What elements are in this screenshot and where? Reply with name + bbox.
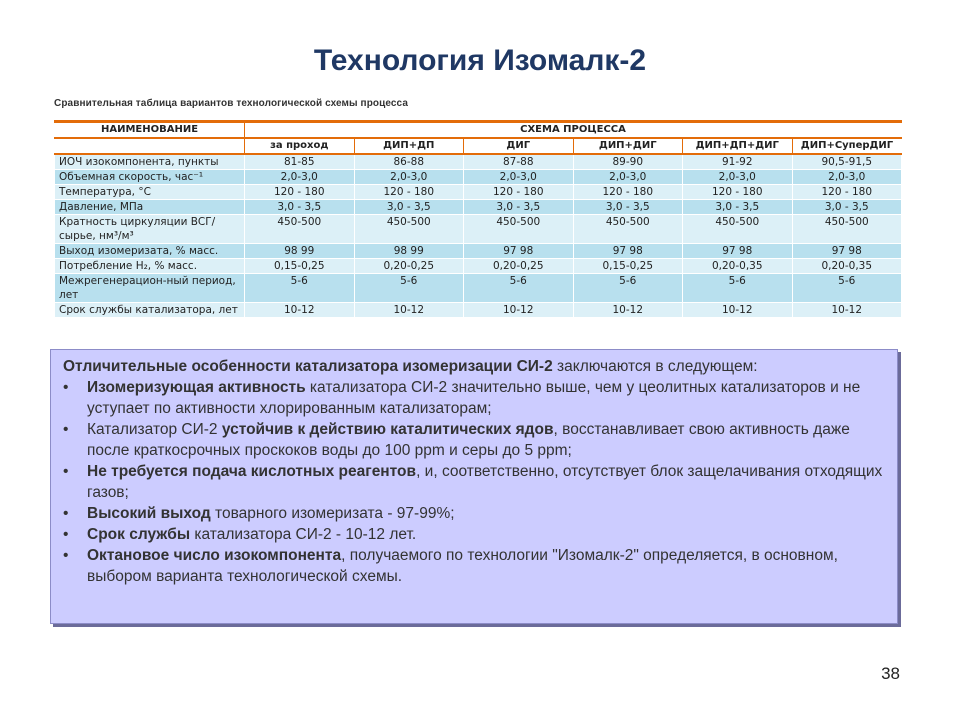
- table-cell: 3,0 - 3,5: [683, 200, 793, 215]
- list-item: [63, 545, 889, 587]
- table-cell: 98 99: [354, 244, 464, 259]
- item-text: , восстанавливает свою активность даже после краткосрочных проскоков воды до 100 ppm и серы до 5 ppm;: [87, 421, 850, 459]
- row-label: Выход изомеризата, % масс.: [55, 244, 245, 259]
- bullet-icon: •: [63, 463, 69, 480]
- features-list: [63, 377, 889, 587]
- item-bold: устойчив к действию каталитических ядов: [221, 421, 554, 438]
- list-item: [63, 503, 889, 524]
- item-text: , и, соответственно, отсутствует блок защелачивания отходящих газов;: [87, 463, 883, 501]
- table-cell: 10-12: [464, 303, 574, 318]
- table-cell: 10-12: [354, 303, 464, 318]
- table-cell: 450-500: [464, 215, 574, 244]
- table-cell: 0,20-0,35: [792, 259, 902, 274]
- table-cell: 5-6: [464, 274, 574, 303]
- subheader-cell: ДИГ: [464, 138, 574, 154]
- table-cell: 450-500: [683, 215, 793, 244]
- table-cell: 2,0-3,0: [792, 170, 902, 185]
- table-cell: 97 98: [792, 244, 902, 259]
- table-cell: 5-6: [683, 274, 793, 303]
- bullet-icon: •: [63, 505, 69, 522]
- table-cell: 5-6: [573, 274, 683, 303]
- table-cell: 10-12: [573, 303, 683, 318]
- table-row: [55, 154, 902, 170]
- subheader-empty: [55, 138, 245, 154]
- table-cell: 97 98: [573, 244, 683, 259]
- list-item: [63, 377, 889, 419]
- table-cell: 2,0-3,0: [354, 170, 464, 185]
- comparison-table: [54, 120, 902, 318]
- table-cell: 0,15-0,25: [245, 259, 355, 274]
- table-cell: 81-85: [245, 154, 355, 170]
- table-cell: 97 98: [683, 244, 793, 259]
- subheader-cell: ДИП+ДП+ДИГ: [683, 138, 793, 154]
- bullet-icon: •: [63, 526, 69, 543]
- table-cell: 450-500: [573, 215, 683, 244]
- table-cell: 86-88: [354, 154, 464, 170]
- list-item: [63, 524, 889, 545]
- table-cell: 10-12: [683, 303, 793, 318]
- subheader-cell: ДИП+ДИГ: [573, 138, 683, 154]
- row-label: Потребление Н₂, % масс.: [55, 259, 245, 274]
- row-label: Объемная скорость, час⁻¹: [55, 170, 245, 185]
- table-row: [55, 185, 902, 200]
- intro-rest: заключаются в следующем:: [552, 358, 758, 375]
- item-text: , получаемого по технологии "Изомалк-2" определяется, в основном, выбором варианта технологической схемы.: [87, 547, 838, 585]
- table-cell: 87-88: [464, 154, 574, 170]
- item-text: Катализатор СИ-2: [87, 421, 222, 438]
- table-cell: 0,15-0,25: [573, 259, 683, 274]
- table-cell: 450-500: [792, 215, 902, 244]
- row-label: Кратность циркуляции ВСГ/сырье, нм³/м³: [55, 215, 245, 244]
- table-row: [55, 170, 902, 185]
- row-label: Срок службы катализатора, лет: [55, 303, 245, 318]
- table-cell: 450-500: [354, 215, 464, 244]
- table-cell: 2,0-3,0: [464, 170, 574, 185]
- header-scheme: СХЕМА ПРОЦЕССА: [245, 122, 902, 139]
- table-row: [55, 274, 902, 303]
- row-label: Температура, °С: [55, 185, 245, 200]
- table-cell: 120 - 180: [245, 185, 355, 200]
- subheader-cell: ДИП+ДП: [354, 138, 464, 154]
- table-cell: 5-6: [245, 274, 355, 303]
- table-cell: 450-500: [245, 215, 355, 244]
- table-cell: 2,0-3,0: [245, 170, 355, 185]
- table-cell: 91-92: [683, 154, 793, 170]
- table-subheader-row: [55, 138, 902, 154]
- item-text: товарного изомеризата - 97-99%;: [210, 505, 455, 522]
- table-cell: 10-12: [792, 303, 902, 318]
- table-row: [55, 303, 902, 318]
- table-cell: 120 - 180: [464, 185, 574, 200]
- row-label: Межрегенерацион-ный период, лет: [55, 274, 245, 303]
- table-cell: 10-12: [245, 303, 355, 318]
- table-row: [55, 244, 902, 259]
- subheader-cell: за проход: [245, 138, 355, 154]
- item-bold: Срок службы: [87, 526, 191, 543]
- header-name: НАИМЕНОВАНИЕ: [55, 122, 245, 139]
- bullet-icon: •: [63, 379, 69, 396]
- subheader-cell: ДИП+СуперДИГ: [792, 138, 902, 154]
- table-cell: 2,0-3,0: [573, 170, 683, 185]
- item-text: катализатора СИ-2 - 10-12 лет.: [190, 526, 417, 543]
- table-cell: 120 - 180: [792, 185, 902, 200]
- table-cell: 0,20-0,25: [464, 259, 574, 274]
- table-row: [55, 200, 902, 215]
- bullet-icon: •: [63, 547, 69, 564]
- item-bold: Изомеризующая активность: [87, 379, 306, 396]
- table-cell: 98 99: [245, 244, 355, 259]
- table-cell: 120 - 180: [683, 185, 793, 200]
- bullet-icon: •: [63, 421, 69, 438]
- table-cell: 90,5-91,5: [792, 154, 902, 170]
- table-cell: 3,0 - 3,5: [792, 200, 902, 215]
- item-bold: Высокий выход: [87, 505, 211, 522]
- page-number: 38: [881, 664, 900, 683]
- table-cell: 5-6: [354, 274, 464, 303]
- table-row: [55, 215, 902, 244]
- table-cell: 3,0 - 3,5: [354, 200, 464, 215]
- table-row: [55, 259, 902, 274]
- list-item: [63, 419, 889, 461]
- item-bold: Октановое число изокомпонента: [87, 547, 342, 564]
- table-cell: 97 98: [464, 244, 574, 259]
- table-cell: 120 - 180: [354, 185, 464, 200]
- table-cell: 3,0 - 3,5: [464, 200, 574, 215]
- item-bold: Не требуется подача кислотных реагентов: [87, 463, 417, 480]
- item-text: катализатора СИ-2 значительно выше, чем у цеолитных катализаторов и не уступает по активности хлорированным катализаторам;: [87, 379, 861, 417]
- intro-bold: Отличительные особенности катализатора изомеризации СИ-2: [63, 358, 553, 375]
- table-cell: 5-6: [792, 274, 902, 303]
- row-label: ИОЧ изокомпонента, пункты: [55, 154, 245, 170]
- table-cell: 0,20-0,35: [683, 259, 793, 274]
- catalyst-features-box: [50, 349, 898, 624]
- list-item: [63, 461, 889, 503]
- features-intro: [63, 356, 889, 377]
- table-cell: 0,20-0,25: [354, 259, 464, 274]
- row-label: Давление, МПа: [55, 200, 245, 215]
- slide-title: Технология Изомалк-2: [313, 44, 647, 77]
- table-caption: Сравнительная таблица вариантов технологической схемы процесса: [54, 98, 408, 109]
- table-header-row: [55, 122, 902, 139]
- table-cell: 2,0-3,0: [683, 170, 793, 185]
- table-cell: 120 - 180: [573, 185, 683, 200]
- table-cell: 89-90: [573, 154, 683, 170]
- table-cell: 3,0 - 3,5: [245, 200, 355, 215]
- table-cell: 3,0 - 3,5: [573, 200, 683, 215]
